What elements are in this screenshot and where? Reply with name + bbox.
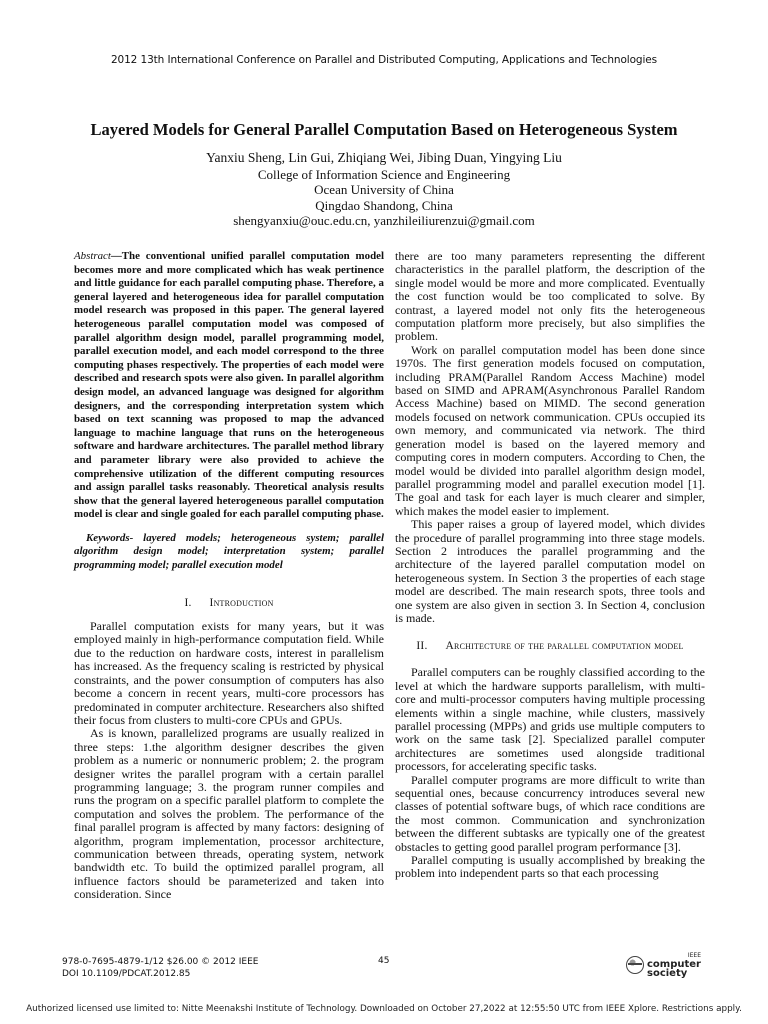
paper-title: Layered Models for General Parallel Computation Based on Heterogeneous System [90,120,678,139]
footer-isbn: 978-0-7695-4879-1/12 $26.00 © 2012 IEEE [62,957,259,967]
globe-icon [626,956,644,974]
abstract-text: —The conventional unified parallel computation model becomes more and more complicated which has weak pertinence and little guidance for each parallel computing phase. Therefore, a general layered and heterogeneous idea for parallel computation model research was proposed in this paper. The general layered heterogeneous parallel computation model was composed of parallel algorithm design model, parallel programming model, parallel execution model, and each model correspond to the three computing phases respectively. The properties of each model were described and research spots were also given. In parallel algorithm design model, an advanced language was designed for algorithm designers, and the corresponding interpretation system which based on text scanning was proposed to map the advanced language to machine language that runs on the heterogeneous software and hardware architectures. The parallel method library and parameter library were also provided to achieve the comprehensive utilization of the different computing resources and assign parallel tasks reasonably. Theoretical analysis results show that the general layered heterogeneous parallel computation model is clear and single goaled for each parallel computing phase. [74,250,384,521]
author-emails: shengyanxiu@ouc.edu.cn, yanzhileiliurenzui@gmail.com [233,213,535,228]
intro-paragraph-1: Parallel computation exists for many years, but it was employed mainly in high-performance computation field. While due to the reduction on hardware costs, interest in parallelism has increased. As the frequency scaling is restricted by physical constraints, and the power consumption of computers has also become a concern in recent years, multi-core processors has predominated in computer architecture. Researchers also shifted their focus from clusters to multi-core CPUs and GPUs. [74,619,384,727]
section-title: Introduction [209,596,274,609]
intro-paragraph-4: Work on parallel computation model has been done since 1970s. The first generation models focused on computation, including PRAM(Parallel Random Access Machine) model based on SIMD and APRAM(Asynchronous Parallel Random Access Machine) based on MIMD. The second generation models focused on network communication. CPUs occupied its own memory, and communicated via network. The third generation model is based on the layered memory and computing cores in modern computers. According to Chen, the model would be divided into parallel algorithm design model, parallel programming model and parallel execution model [1]. The goal and task for each layer is much clearer and simpler, which makes the model easier to implement. [395,342,705,518]
section-heading-architecture [395,639,705,654]
footer-doi: DOI 10.1109/PDCAT.2012.85 [62,969,191,979]
footer-copyright [62,956,258,980]
section-number: I. [184,596,192,609]
section-title: Architecture of the parallel computation model [445,640,684,653]
arch-paragraph-3: Parallel computing is usually accomplished by breaking the problem into independent parts so that each processing [395,853,705,881]
conference-header: 2012 13th International Conference on Parallel and Distributed Computing, Applications and Technologies [110,54,658,66]
logo-text [647,951,701,978]
arch-paragraph-2: Parallel computer programs are more difficult to write than sequential ones, because concurrency introduces several new classes of potential software bugs, of which race conditions are the most common. Communication and synchronization between the different subtasks are typically one of the greatest obstacles to getting good parallel program performance [3]. [395,772,705,854]
abstract [74,250,384,522]
author-college: College of Information Science and Engineering [257,166,511,182]
page-number: 45 [378,956,390,966]
author-block [0,150,768,229]
logo-ieee: IEEE [687,952,701,959]
intro-paragraph-2: As is known, parallelized programs are usually realized in three steps: 1.the algorithm designer describes the given problem as a numeric or nonnumeric problem; 2. the program designer writes the parallel program with a certain parallel programming language; 3. the program runner compiles and runs the program on a specific parallel platform to complete the computation and solves the problem. The performance of the final parallel program is affected by many factors: designing of algorithm, program implementation, processor architecture, communication between threads, operating system, network bandwidth etc. To build the optimized parallel program, all influence factors should be parameterized and taken into consideration. Since [74,726,384,902]
keywords: Keywords- layered models; heterogeneous system; parallel algorithm design model; interpretation system; parallel programming model; parallel execution model [74,531,384,572]
author-city: Qingdao Shandong, China [315,197,453,213]
left-column [74,250,384,902]
intro-paragraph-5: This paper raises a group of layered model, which divides the procedure of parallel programming into three stage models. Section 2 introduces the parallel programming and the architecture of the layered parallel computation model on heterogeneous system. In Section 3 the properties of each stage model are described. The main research spots, three tools and one system are also given in section 3. In Section 4, conclusion is made. [395,517,705,625]
author-names: Yanxiu Sheng, Lin Gui, Zhiqiang Wei, Jibing Duan, Yingying Liu [206,150,562,165]
logo-society: society [647,968,688,979]
author-university: Ocean University of China [314,182,454,197]
intro-paragraph-3: there are too many parameters representing the different characteristics in the parallel platform, the description of the single model would be more and more complicated. Eventually the cost function would be too complicated to solve. By contrast, a layered model not only fits the heterogeneous computation platform more precisely, but also simplifies the problem. [395,249,705,344]
arch-paragraph-1: Parallel computers can be roughly classified according to the level at which the hardware supports parallelism, with multi-core and multi-processor computers having multiple processing elements within a single machine, while clusters, massively parallel processing (MPPs) and grids use multiple computers to work on the same task [2]. Specialized parallel computer architectures are sometimes used alongside traditional processors, for accelerating specific tasks. [395,665,705,774]
computer-society-logo [626,951,701,978]
right-column [395,250,705,881]
logo-computer: computer [647,959,701,970]
abstract-lead: Abstract [74,250,111,262]
section-heading-introduction [74,597,384,610]
license-notice: Authorized licensed use limited to: Nitte Meenakshi Institute of Technology. Downloaded on October 27,2022 at 12:55:50 UTC from IEEE Xplore. Restrictions apply. [26,1004,742,1014]
section-number: II. [416,640,428,653]
